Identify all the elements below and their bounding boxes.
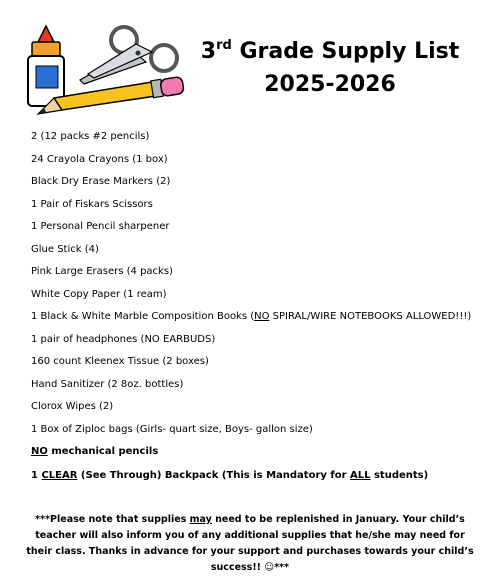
page-title: 3rd Grade Supply List [200, 38, 460, 64]
list-item: 2 (12 packs #2 pencils) [31, 131, 150, 142]
list-item: 160 count Kleenex Tissue (2 boxes) [31, 356, 209, 367]
list-item: Glue Stick (4) [31, 243, 99, 255]
list-item: Clorox Wipes (2) [31, 401, 114, 412]
glue-bottle-icon [28, 26, 64, 106]
list-item: Hand Sanitizer (2 8oz. bottles) [31, 378, 184, 390]
school-year: 2025-2026 [264, 72, 396, 97]
list-item: NO mechanical pencils [31, 446, 159, 457]
list-item: 1 Pair of Fiskars Scissors [31, 198, 153, 210]
list-item: 24 Crayola Crayons (1 box) [31, 153, 168, 165]
list-item: Black Dry Erase Markers (2) [31, 176, 171, 187]
list-item: 1 Black & White Marble Composition Books (NO SPIRAL/WIRE NOTEBOOKS ALLOWED!!!) [31, 311, 472, 322]
list-item: 1 Personal Pencil sharpener [31, 221, 170, 232]
list-item: 1 Box of Ziploc bags (Girls- quart size, Boys- gallon size) [31, 423, 313, 435]
replenish-note: ***Please note that supplies may need to be replenished in January. Your child’s teacher will also inform you of any additional supplies that he/she may need for their class. Thanks in advance for your support and purchases towards your child’s success!! ☺*** [26, 514, 474, 573]
list-item: Pink Large Erasers (4 packs) [31, 266, 173, 277]
list-item: White Copy Paper (1 ream) [31, 288, 167, 300]
school-supplies-clipart [24, 22, 196, 122]
scissors-icon [80, 27, 177, 84]
list-item: 1 CLEAR (See Through) Backpack (This is Mandatory for ALL students) [31, 470, 429, 481]
list-item: 1 pair of headphones (NO EARBUDS) [31, 333, 216, 345]
